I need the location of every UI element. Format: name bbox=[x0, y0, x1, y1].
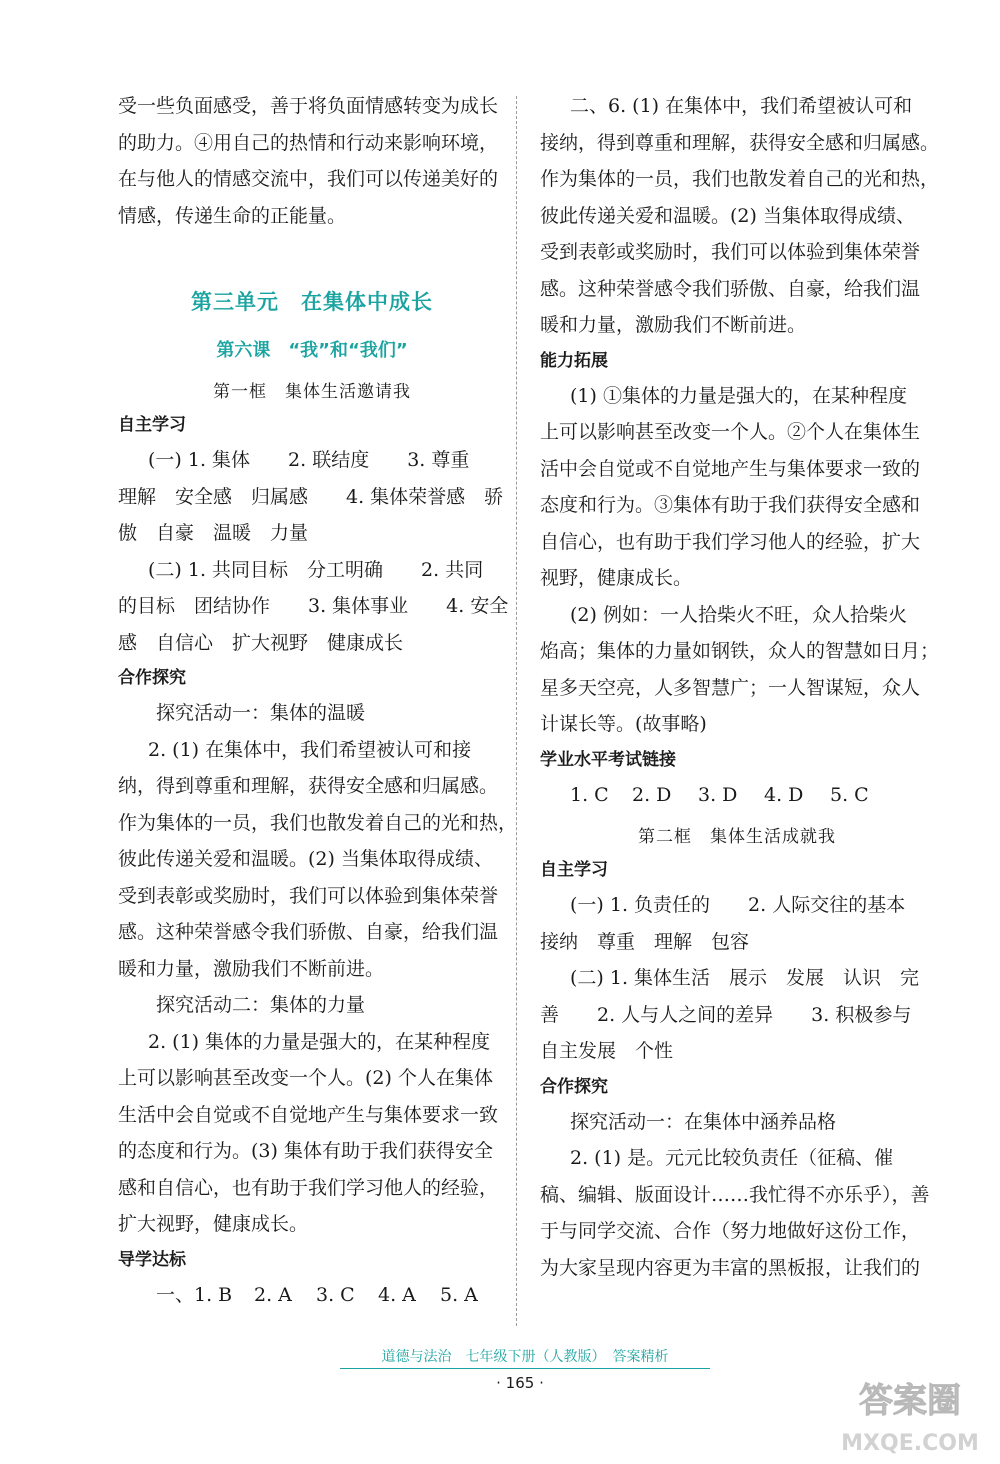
answer-item: 2. A bbox=[254, 1283, 292, 1306]
text-line: 接纳，得到尊重和理解，获得安全感和归属感。 bbox=[540, 131, 940, 154]
text-line: 傲 自豪 温暖 力量 bbox=[118, 522, 309, 544]
section-heading: 合作探究 bbox=[118, 668, 186, 688]
text-line: (二) 1. 共同目标 分工明确 2. 共同 bbox=[148, 558, 484, 581]
text-line: 为大家呈现内容更为丰富的黑板报，让我们的 bbox=[540, 1256, 921, 1279]
activity-answer bbox=[540, 1140, 934, 1286]
text-line: 2. (1) 集体的力量是强大的，在某种程度 bbox=[148, 1030, 491, 1053]
text-line: 接纳 尊重 理解 包容 bbox=[540, 930, 750, 953]
column-divider bbox=[516, 96, 517, 1326]
answer-item: 4. A bbox=[378, 1283, 416, 1306]
answer-item: 3. C bbox=[316, 1283, 355, 1306]
text-line: 彼此传递关爱和温暖。(2) 当集体取得成绩、 bbox=[540, 204, 915, 227]
text-line: (一) 1. 负责任的 2. 人际交往的基本 bbox=[570, 894, 906, 916]
text-line: 纳，得到尊重和理解，获得安全感和归属感。 bbox=[118, 775, 499, 797]
multiple-choice-answers bbox=[540, 777, 934, 814]
text-line: (二) 1. 集体生活 展示 发展 认识 完 bbox=[570, 967, 920, 989]
text-line: 扩大视野，健康成长。 bbox=[118, 1213, 309, 1235]
activity-answer bbox=[118, 1024, 506, 1243]
answer-item: 一、1. B bbox=[156, 1283, 233, 1306]
section-heading: 自主学习 bbox=[540, 860, 608, 880]
answer-item: 5. C bbox=[830, 783, 869, 806]
text-line: 于与同学交流、合作（努力地做好这份工作， bbox=[540, 1220, 921, 1242]
activity-answer bbox=[118, 732, 518, 988]
text-line: 善 2. 人与人之间的差异 3. 积极参与 bbox=[540, 1003, 912, 1026]
text-line: 上可以影响甚至改变一个人。②个人在集体生 bbox=[540, 421, 921, 443]
text-line: 计谋长等。(故事略) bbox=[540, 713, 707, 735]
frame-title: 第二框 集体生活成就我 bbox=[638, 827, 836, 847]
answer-item: 4. D bbox=[764, 783, 804, 806]
unit-title: 第三单元 在集体中成长 bbox=[191, 290, 433, 314]
text-line: 生活中会自觉或不自觉地产生与集体要求一致 bbox=[118, 1103, 499, 1126]
text-line: (2) 例如：一人拾柴火不旺，众人拾柴火 bbox=[570, 603, 907, 626]
text-line: 理解 安全感 归属感 4. 集体荣誉感 骄 bbox=[118, 485, 504, 508]
text-line: 的助力。④用自己的热情和行动来影响环境， bbox=[118, 131, 499, 154]
section-heading: 合作探究 bbox=[540, 1076, 608, 1097]
text-line: 焰高；集体的力量如钢铁，众人的智慧如日月； bbox=[540, 640, 940, 662]
text-line: 在与他人的情感交流中，我们可以传递美好的 bbox=[118, 168, 499, 190]
left-column bbox=[118, 88, 518, 1313]
text-line: 感 自信心 扩大视野 健康成长 bbox=[118, 631, 404, 654]
answer-item: 2. D bbox=[632, 783, 672, 806]
activity-title: 探究活动二：集体的力量 bbox=[156, 994, 366, 1016]
right-intro-paragraph bbox=[540, 88, 940, 344]
text-line: 自主发展 个性 bbox=[540, 1040, 674, 1062]
text-line: 感。这种荣誉感令我们骄傲、自豪，给我们温 bbox=[540, 277, 921, 300]
text-line: 稿、编辑、版面设计……我忙得不亦乐乎），善 bbox=[540, 1183, 930, 1206]
text-line: 2. (1) 是。元元比较负责任（征稿、催 bbox=[570, 1147, 894, 1169]
section-heading: 导学达标 bbox=[118, 1249, 186, 1270]
left-intro-paragraph bbox=[118, 88, 506, 234]
svg-text:答案圈: 答案圈 bbox=[859, 1381, 961, 1421]
text-line: 受到表彰或奖励时，我们可以体验到集体荣誉 bbox=[118, 884, 499, 907]
text-line: (一) 1. 集体 2. 联结度 3. 尊重 bbox=[148, 449, 470, 471]
text-line: 作为集体的一员，我们也散发着自己的光和热， bbox=[118, 811, 518, 834]
activity-title: 探究活动一：在集体中涵养品格 bbox=[570, 1110, 837, 1133]
text-line: 态度和行为。③集体有助于我们获得安全感和 bbox=[540, 494, 921, 516]
answer-item: 5. A bbox=[440, 1283, 478, 1306]
svg-text:MXQE.COM: MXQE.COM bbox=[841, 1431, 979, 1456]
text-line: 感和自信心，也有助于我们学习他人的经验， bbox=[118, 1176, 499, 1199]
text-line: 二、6. (1) 在集体中，我们希望被认可和 bbox=[570, 95, 913, 117]
answer-item: 3. D bbox=[698, 783, 738, 806]
text-line: 受一些负面感受，善于将负面情感转变为成长 bbox=[118, 95, 499, 117]
text-line: 受到表彰或奖励时，我们可以体验到集体荣誉 bbox=[540, 241, 921, 263]
extension-answers bbox=[540, 378, 940, 743]
text-line: 彼此传递关爱和温暖。(2) 当集体取得成绩、 bbox=[118, 848, 493, 870]
book-title-footer: 道德与法治 七年级下册（人教版） 答案精析 bbox=[340, 1346, 710, 1369]
self-study-answers bbox=[540, 887, 934, 1070]
lesson-title: 第六课 “我”和“我们” bbox=[216, 340, 408, 361]
frame-title: 第一框 集体生活邀请我 bbox=[213, 382, 411, 402]
text-line: 感。这种荣誉感令我们骄傲、自豪，给我们温 bbox=[118, 921, 499, 943]
text-line: 暖和力量，激励我们不断前进。 bbox=[540, 314, 807, 336]
text-line: 上可以影响甚至改变一个人。(2) 个人在集体 bbox=[118, 1067, 493, 1089]
watermark-logo bbox=[840, 1370, 980, 1460]
section-heading: 学业水平考试链接 bbox=[540, 749, 676, 770]
self-study-answers bbox=[118, 442, 509, 661]
section-heading: 能力拓展 bbox=[540, 350, 608, 371]
text-line: 视野，健康成长。 bbox=[540, 567, 693, 589]
right-column bbox=[540, 88, 940, 1286]
text-line: (1) ①集体的力量是强大的，在某种程度 bbox=[570, 384, 907, 407]
text-line: 情感，传递生命的正能量。 bbox=[118, 204, 347, 227]
text-line: 活中会自觉或不自觉地产生与集体要求一致的 bbox=[540, 457, 921, 480]
activity-title: 探究活动一：集体的温暖 bbox=[156, 702, 366, 724]
text-line: 暖和力量，激励我们不断前进。 bbox=[118, 957, 385, 980]
section-heading: 自主学习 bbox=[118, 415, 186, 435]
text-line: 自信心，也有助于我们学习他人的经验，扩大 bbox=[540, 530, 921, 553]
text-line: 的目标 团结协作 3. 集体事业 4. 安全 bbox=[118, 595, 509, 617]
text-line: 2. (1) 在集体中，我们希望被认可和接 bbox=[148, 738, 472, 761]
page-number: · 165 · bbox=[496, 1374, 544, 1392]
answer-item: 1. C bbox=[570, 783, 609, 806]
multiple-choice-answers bbox=[118, 1277, 506, 1314]
text-line: 的态度和行为。(3) 集体有助于我们获得安全 bbox=[118, 1140, 493, 1162]
text-line: 星多天空亮，人多智慧广；一人智谋短，众人 bbox=[540, 676, 921, 699]
text-line: 作为集体的一员，我们也散发着自己的光和热， bbox=[540, 168, 940, 190]
